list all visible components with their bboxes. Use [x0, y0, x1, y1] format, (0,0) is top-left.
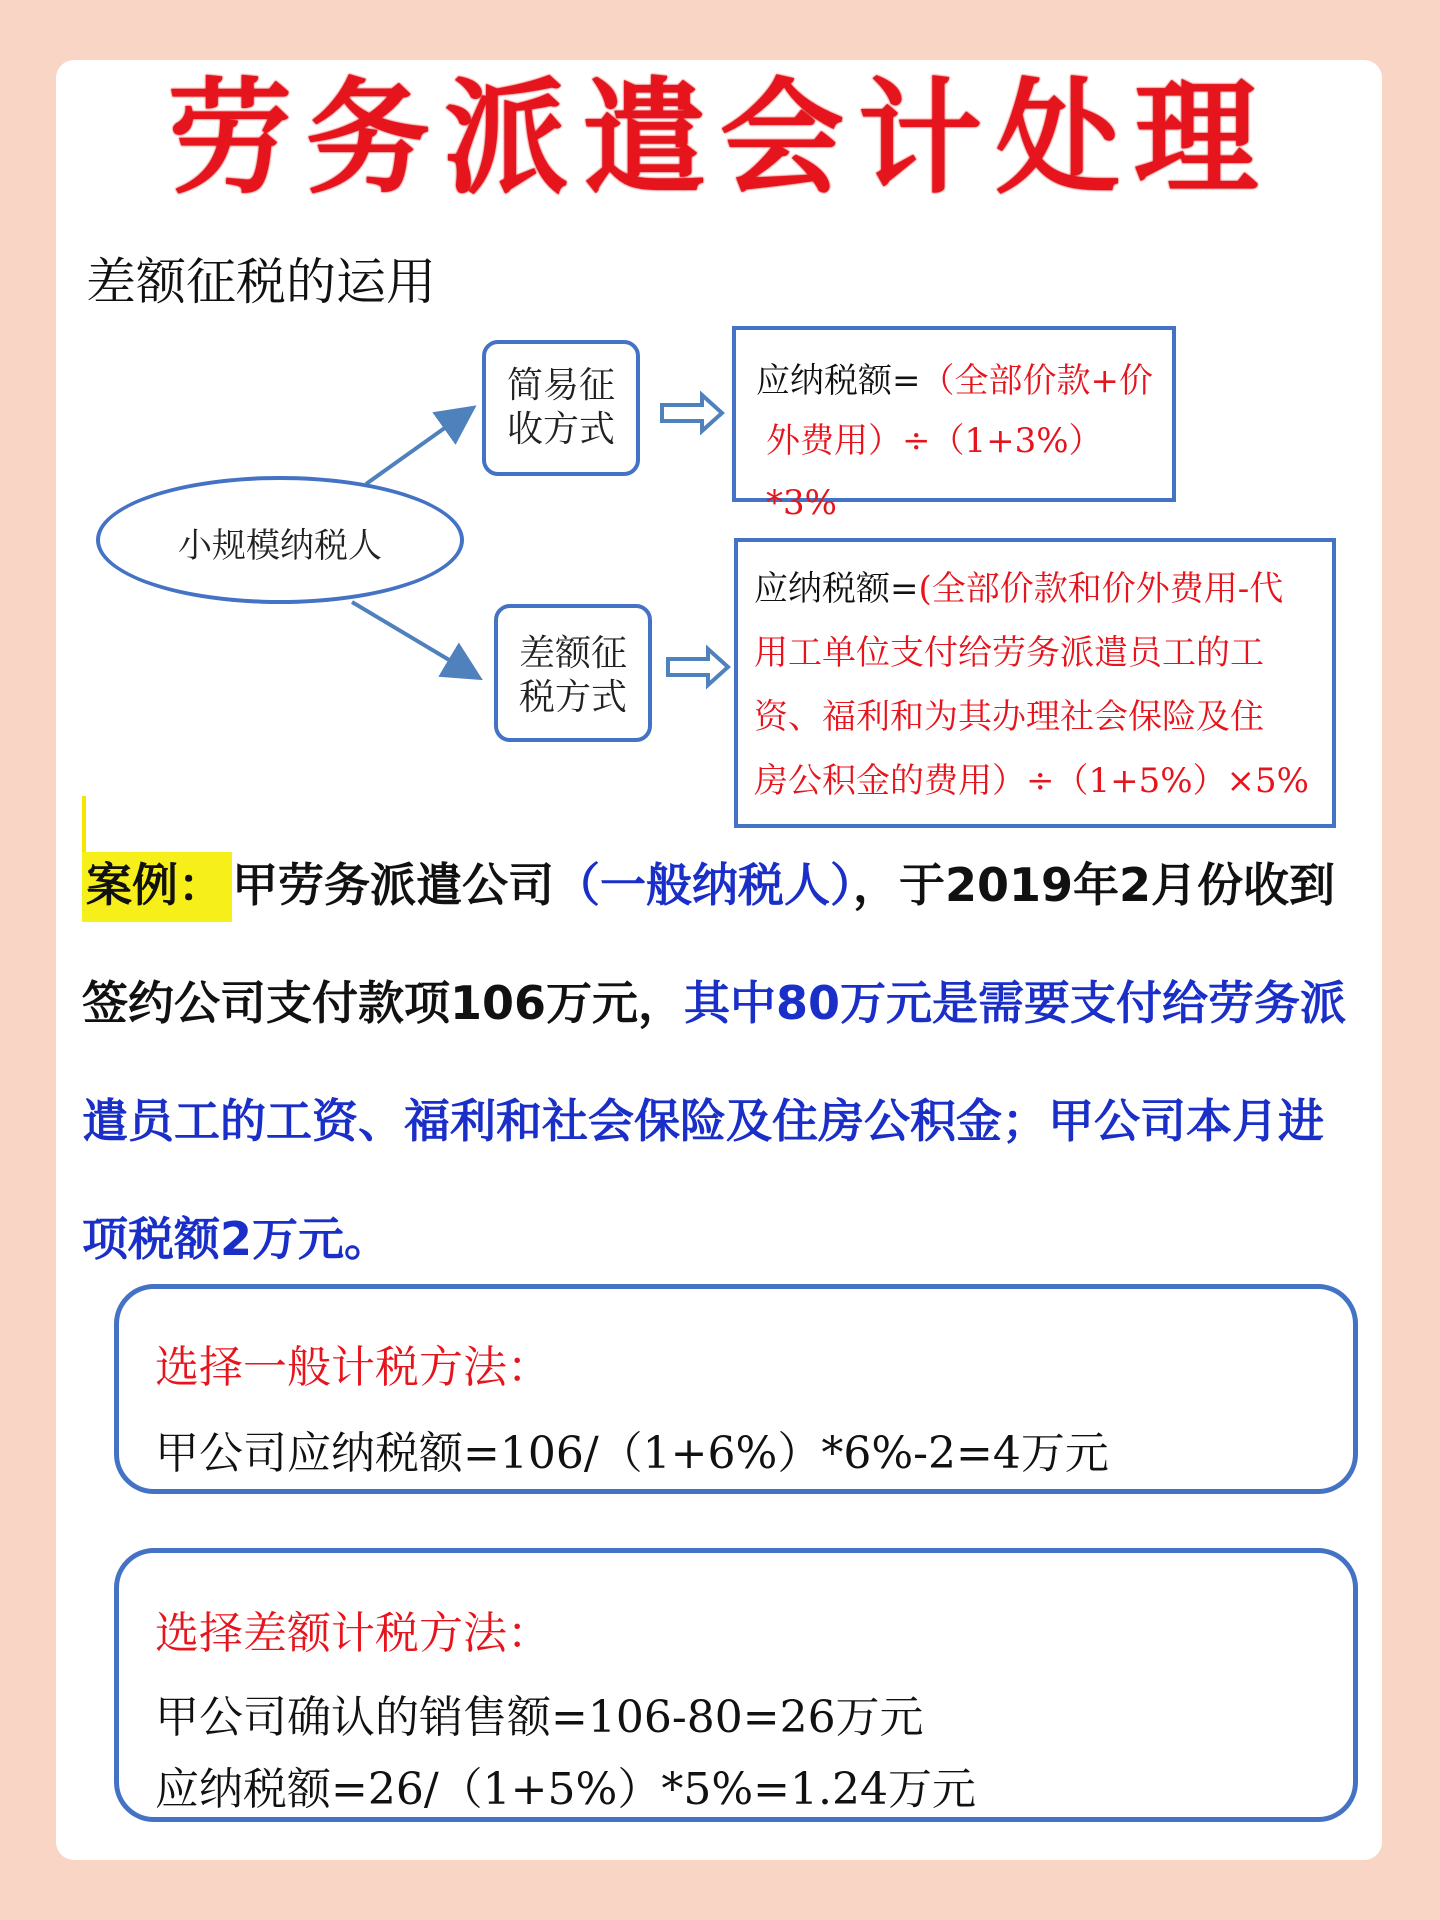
case-text2: ，于2019年2月份收到签约公司支付款项106万元，	[82, 858, 1336, 1030]
diff-formula-red1: (全部价款和价外费用-代	[918, 569, 1284, 609]
page-title: 劳务派遣会计处理	[167, 67, 1272, 211]
simple-formula-line2: 外费用）÷（1+3%）*3%	[766, 421, 1103, 523]
hollow-arrow-simple	[662, 395, 722, 431]
section-subtitle: 差额征税的运用	[86, 253, 436, 311]
diff-formula-line2: 用工单位支付给劳务派遣员工的工	[754, 633, 1264, 673]
case-blue1: （一般纳税人）	[554, 858, 853, 912]
simple-formula-red1: （全部价款+价	[920, 361, 1153, 401]
diff-method-line1: 差额征	[518, 633, 627, 674]
simple-formula-box	[732, 326, 1176, 523]
hollow-arrow-diff	[668, 649, 728, 685]
simple-method-line1: 简易征	[506, 365, 615, 406]
diff-method-line2: 税方式	[518, 677, 627, 718]
simple-formula-prefix: 应纳税额=	[756, 361, 921, 401]
simple-formula-line1	[756, 350, 1153, 412]
diff-result-line2: 应纳税额=26/（1+5%）*5%=1.24万元	[155, 1764, 976, 1815]
arrow-to-diff	[352, 602, 476, 676]
diff-method-result-box	[114, 1548, 1358, 1822]
diff-formula-prefix: 应纳税额=	[754, 569, 919, 609]
diff-formula-line1	[754, 558, 1283, 620]
small-taxpayer-label: 小规模纳税人	[178, 526, 382, 566]
case-text1: 甲劳务派遣公司	[232, 858, 554, 912]
case-blue2: 其中80万元是需要支付给劳务派遣员工的工资、福利和社会保险及住房公积金；甲公司本月进项税额2万元。	[82, 976, 1347, 1266]
case-paragraph	[82, 826, 1362, 1298]
arrow-to-simple	[366, 410, 470, 484]
diff-method-box	[494, 604, 652, 742]
small-taxpayer-ellipse	[96, 476, 464, 604]
diff-result-heading: 选择差额计税方法：	[155, 1608, 551, 1659]
diff-formula-line4: 房公积金的费用）÷（1+5%）×5%	[754, 761, 1309, 801]
general-method-line1: 甲公司应纳税额=106/（1+6%）*6%-2=4万元	[155, 1428, 1109, 1479]
case-label: 案例：	[82, 852, 232, 922]
general-method-box	[114, 1284, 1358, 1494]
simple-method-box	[482, 340, 640, 476]
general-method-heading: 选择一般计税方法：	[155, 1342, 551, 1393]
diff-formula-box	[734, 538, 1336, 828]
simple-method-line2: 收方式	[506, 409, 615, 450]
diff-formula-line3: 资、福利和为其办理社会保险及住	[754, 697, 1264, 737]
diff-result-line1: 甲公司确认的销售额=106-80=26万元	[155, 1692, 924, 1743]
